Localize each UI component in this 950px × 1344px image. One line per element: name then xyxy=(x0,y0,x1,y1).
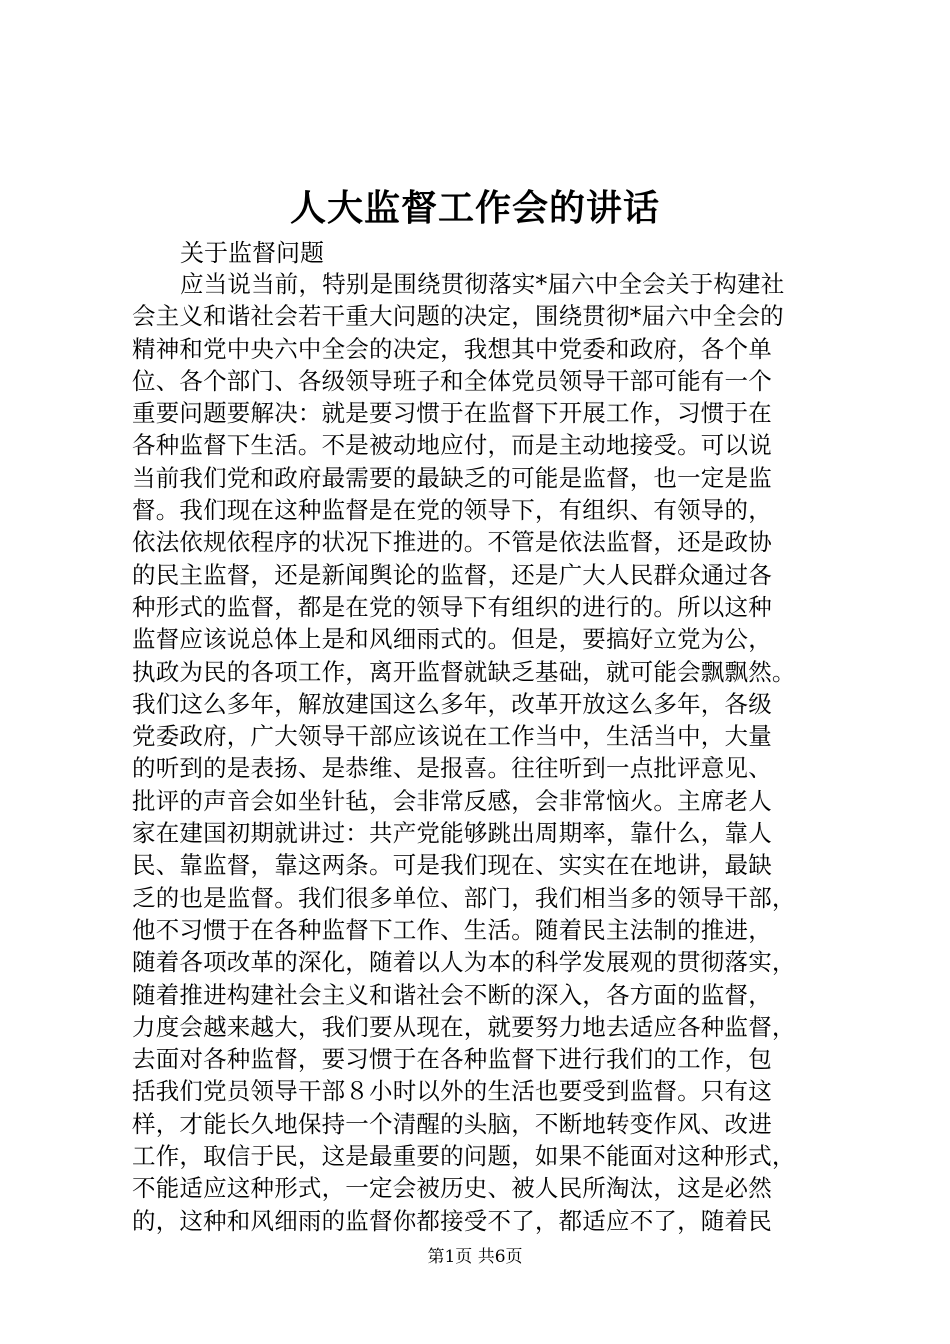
text-line: 执政为民的各项工作，离开监督就缺乏基础，就可能会飘飘然。 xyxy=(132,657,796,686)
text-line: 力度会越来越大，我们要从现在，就要努力地去适应各种监督， xyxy=(132,1012,796,1041)
text-line: 样，才能长久地保持一个清醒的头脑，不断地转变作风、改进 xyxy=(132,1109,772,1138)
text-line: 重要问题要解决：就是要习惯于在监督下开展工作，习惯于在 xyxy=(132,399,772,428)
text-line: 的听到的是表扬、是恭维、是报喜。往往听到一点批评意见、 xyxy=(132,754,772,783)
text-line: 工作，取信于民，这是最重要的问题，如果不能面对这种形式， xyxy=(132,1142,796,1171)
text-line: 不能适应这种形式，一定会被历史、被人民所淘汰，这是必然 xyxy=(132,1174,772,1203)
text-line: 督。我们现在这种监督是在党的领导下，有组织、有领导的， xyxy=(132,496,772,525)
text-line: 位、各个部门、各级领导班子和全体党员领导干部可能有一个 xyxy=(132,366,772,395)
text-line: 依法依规依程序的状况下推进的。不管是依法监督，还是政协 xyxy=(132,528,772,557)
text-line: 当前我们党和政府最需要的最缺乏的可能是监督，也一定是监 xyxy=(132,463,772,492)
text-line: 党委政府，广大领导干部应该说在工作当中，生活当中，大量 xyxy=(132,722,772,751)
text-line: 精神和党中央六中全会的决定，我想其中党委和政府，各个单 xyxy=(132,334,772,363)
text-line: 的，这种和风细雨的监督你都接受不了，都适应不了，随着民 xyxy=(132,1206,772,1235)
page-footer: 第1页 共6页 xyxy=(427,1247,523,1267)
page-title: 人大监督工作会的讲话 xyxy=(289,187,660,229)
text-line: 家在建国初期就讲过：共产党能够跳出周期率，靠什么，靠人 xyxy=(132,819,772,848)
text-line: 的民主监督，还是新闻舆论的监督，还是广大人民群众通过各 xyxy=(132,560,772,589)
text-line: 民、靠监督，靠这两条。可是我们现在、实实在在地讲，最缺 xyxy=(132,851,772,880)
text-line: 随着各项改革的深化，随着以人为本的科学发展观的贯彻落实， xyxy=(132,948,796,977)
text-line: 批评的声音会如坐针毡，会非常反感，会非常恼火。主席老人 xyxy=(132,786,772,815)
text-line: 会主义和谐社会若干重大问题的决定，围绕贯彻*届六中全会的 xyxy=(132,302,784,331)
text-line: 去面对各种监督，要习惯于在各种监督下进行我们的工作，包 xyxy=(132,1045,772,1074)
text-line: 他不习惯于在各种监督下工作、生活。随着民主法制的推进， xyxy=(132,915,772,944)
text-line: 乏的也是监督。我们很多单位、部门，我们相当多的领导干部， xyxy=(132,883,796,912)
body-paragraph xyxy=(132,268,852,1237)
section-heading: 关于监督问题 xyxy=(180,239,324,267)
text-line: 监督应该说总体上是和风细雨式的。但是，要搞好立党为公， xyxy=(132,625,772,654)
text-line: 应当说当前，特别是围绕贯彻落实*届六中全会关于构建社 xyxy=(180,270,785,298)
text-line: 我们这么多年，解放建国这么多年，改革开放这么多年，各级 xyxy=(132,689,772,718)
text-line: 随着推进构建社会主义和谐社会不断的深入，各方面的监督， xyxy=(132,980,772,1009)
text-line: 种形式的监督，都是在党的领导下有组织的进行的。所以这种 xyxy=(132,592,772,621)
text-line: 各种监督下生活。不是被动地应付，而是主动地接受。可以说 xyxy=(132,431,772,460)
text-line: 括我们党员领导干部８小时以外的生活也要受到监督。只有这 xyxy=(132,1077,772,1106)
